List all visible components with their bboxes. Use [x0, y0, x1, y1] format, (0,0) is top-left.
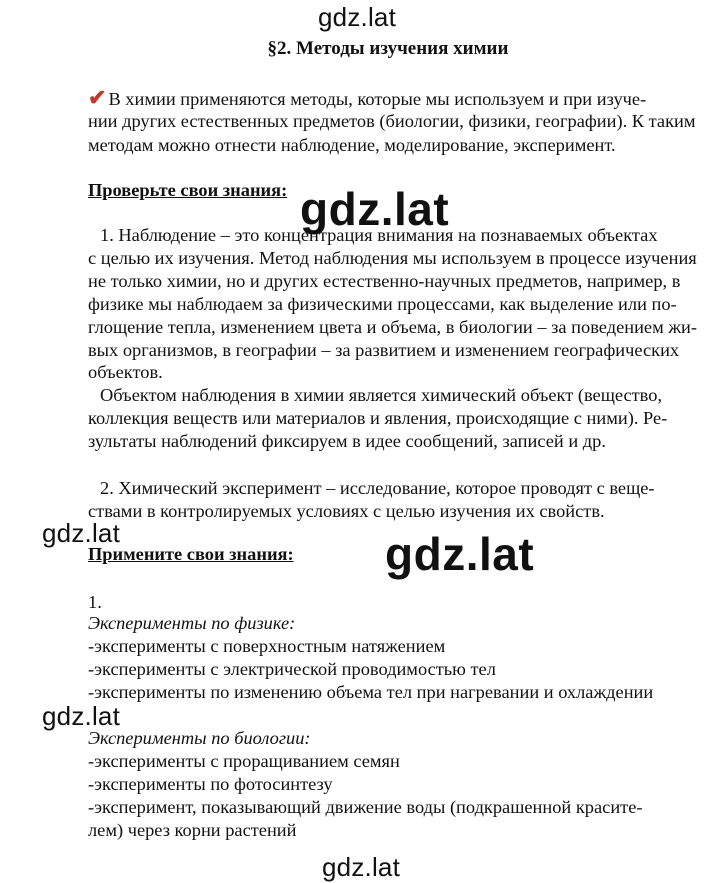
check-mark-icon: ✔ [88, 85, 107, 110]
watermark-large-2: gdz.lat [385, 528, 535, 580]
intro-text-1: В химии применяются методы, которые мы используем и при изуче- [108, 89, 647, 109]
p3-line-2: ствами в контролируемых условиях с целью изучения их свойств. [88, 501, 605, 521]
p1-line-1: 1. Наблюдение – это концентрация внимания на познаваемых объектах [100, 225, 658, 245]
physics-title: Эксперименты по физике: [88, 613, 296, 633]
p1-line-5: глощение тепла, изменением цвета и объема, в биологии – за поведением жи- [88, 317, 697, 337]
apply-number: 1. [88, 592, 102, 612]
page-title: §2. Методы изучения химии [267, 38, 509, 59]
biology-item-1: -эксперименты с проращиванием семян [88, 751, 400, 771]
physics-item-1: -эксперименты с поверхностным натяжением [88, 636, 446, 656]
watermark-top: gdz.lat [318, 2, 397, 32]
biology-item-4: лем) через корни растений [88, 820, 297, 840]
biology-item-3: -эксперимент, показывающий движение воды (подкрашенной красите- [88, 797, 643, 817]
watermark-left-2: gdz.lat [42, 701, 121, 731]
apply-knowledge-heading: Примените свои знания: [88, 544, 294, 564]
p1-line-4: физике мы наблюдаем за физическими процессами, как выделение или по- [88, 294, 677, 314]
watermark-large-1: gdz.lat [300, 183, 450, 235]
intro-line-2: нии других естественных предметов (биологии, физики, географии). К таким [88, 111, 696, 131]
watermark-bottom: gdz.lat [322, 852, 401, 882]
biology-item-2: -эксперименты по фотосинтезу [88, 774, 333, 794]
p1-line-2: с целью их изучения. Метод наблюдения мы используем в процессе изучения [88, 248, 697, 268]
p2-line-3: зультаты наблюдений фиксируем в идее сообщений, записей и др. [88, 431, 606, 451]
physics-item-2: -эксперименты с электрической проводимостью тел [88, 659, 496, 679]
watermark-left-1: gdz.lat [42, 518, 121, 548]
physics-item-3: -эксперименты по изменению объема тел при нагревании и охлаждении [88, 682, 654, 702]
p1-line-3: не только химии, но и других естественно-научных предметов, например, в [88, 271, 681, 291]
check-knowledge-heading: Проверьте свои знания: [88, 180, 288, 200]
intro-line-3: методам можно отнести наблюдение, моделирование, эксперимент. [88, 135, 616, 155]
p3-line-1: 2. Химический эксперимент – исследование, которое проводят с веще- [100, 478, 655, 498]
p1-line-6: вых организмов, в географии – за развитием и изменением географических [88, 340, 680, 360]
biology-title: Эксперименты по биологии: [88, 728, 311, 748]
intro-line-1 [88, 86, 646, 111]
p2-line-2: коллекция веществ или материалов и явления, происходящие с ними). Ре- [88, 408, 668, 428]
p1-line-7: объектов. [88, 362, 163, 382]
p2-line-1: Объектом наблюдения в химии является химический объект (вещество, [100, 385, 663, 405]
